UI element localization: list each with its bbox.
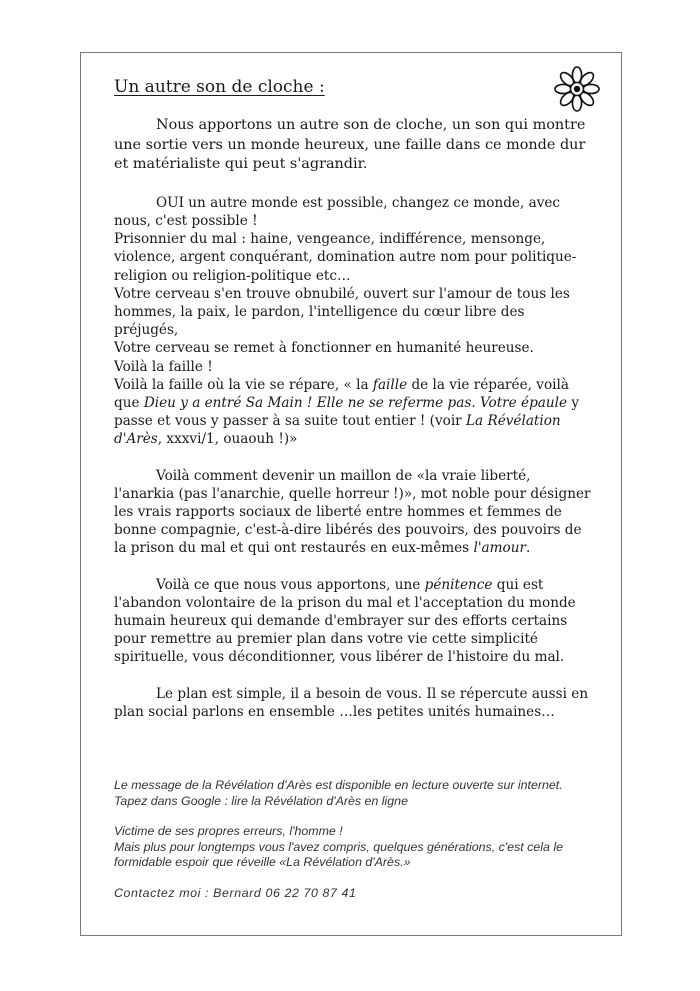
text-span: Voilà ce que nous vous apportons, une bbox=[156, 576, 425, 593]
emphasis: Dieu y a entré Sa Main ! Elle ne se referme pas. Votre épaule bbox=[143, 395, 568, 412]
footer-line: Victime de ses propres erreurs, l'homme ! bbox=[114, 824, 343, 839]
text-line: Votre cerveau s'en trouve obnubilé, ouvert sur l'amour de tous les hommes, la paix, le pardon, l'intelligence du cœur libre des préjugés, bbox=[114, 285, 570, 339]
page-title: Un autre son de cloche : bbox=[114, 77, 325, 97]
paragraph-intro: Nous apportons un autre son de cloche, un son qui montre une sortie vers un monde heureux, une faille dans ce monde dur et matérialiste qui peut s'agrandir. bbox=[114, 117, 586, 173]
text-line bbox=[114, 376, 592, 449]
paragraph-possible bbox=[114, 194, 592, 449]
text-span: , xxxvi/1, ouaouh !)» bbox=[157, 431, 298, 448]
footer-block-hope bbox=[114, 824, 594, 871]
emphasis: l'amour bbox=[473, 540, 526, 557]
article-body bbox=[114, 76, 592, 721]
footer-notes bbox=[114, 778, 594, 902]
emphasis: La Révélation d'Arès bbox=[114, 413, 561, 448]
paragraph-anarkia bbox=[114, 467, 592, 558]
text-line: OUI un autre monde est possible, changez ce monde, avec nous, c'est possible ! bbox=[114, 194, 561, 229]
text-span: y passe et vous y passer à sa suite tout entier ! (voir bbox=[114, 395, 580, 430]
footer-block-internet bbox=[114, 778, 594, 809]
text-span: de la vie réparée, voilà que bbox=[114, 376, 569, 412]
text-span: Voilà la faille où la vie se répare, « la bbox=[114, 376, 373, 393]
text-span: qui est l'abandon volontaire de la prison du mal et l'acceptation du monde humain heureux qui demande d'embrayer sur des efforts certains pour remettre au premier plan dans votre vie cette simplicité spirituelle, vous déconditionner, vous libérer de l'histoire du mal. bbox=[114, 576, 576, 666]
contact-line: Contactez moi : Bernard 06 22 70 87 41 bbox=[114, 885, 357, 900]
footer-line: Mais plus pour longtemps vous l'avez compris, quelques générations, c'est cela le formidable espoir que réveille «La Révélation d'Arès.» bbox=[114, 839, 563, 870]
text-line: Prisonnier du mal : haine, vengeance, indifférence, mensonge, violence, argent conquérant, domination autre nom pour politique-religion ou religion-politique etc… bbox=[114, 231, 577, 284]
paragraph-penitence bbox=[114, 576, 592, 667]
emphasis: pénitence bbox=[424, 576, 493, 593]
emphasis: faille bbox=[372, 376, 408, 393]
footer-line: Le message de la Révélation d'Arès est disponible en lecture ouverte sur internet. bbox=[114, 778, 563, 792]
footer-line: Tapez dans Google : lire la Révélation d'Arès en ligne bbox=[114, 793, 408, 808]
text-span: Voilà comment devenir un maillon de «la vraie liberté, l'anarkia (pas l'anarchie, quelle horreur !)», mot noble pour désigner les vrais rapports sociaux de liberté entre hommes et femmes de bonne compagnie, c'est-à-dire libérés des pouvoirs, des pouvoirs de la prison du mal et qui ont restaurés en eux-mêmes bbox=[114, 467, 591, 557]
paragraph-plan: Le plan est simple, il a besoin de vous. Il se répercute aussi en plan social parlons en ensemble …les petites unités humaines… bbox=[114, 685, 589, 720]
text-line: Votre cerveau se remet à fonctionner en humanité heureuse. bbox=[114, 340, 534, 357]
text-span: . bbox=[526, 540, 531, 557]
text-line: Voilà la faille ! bbox=[114, 358, 213, 375]
